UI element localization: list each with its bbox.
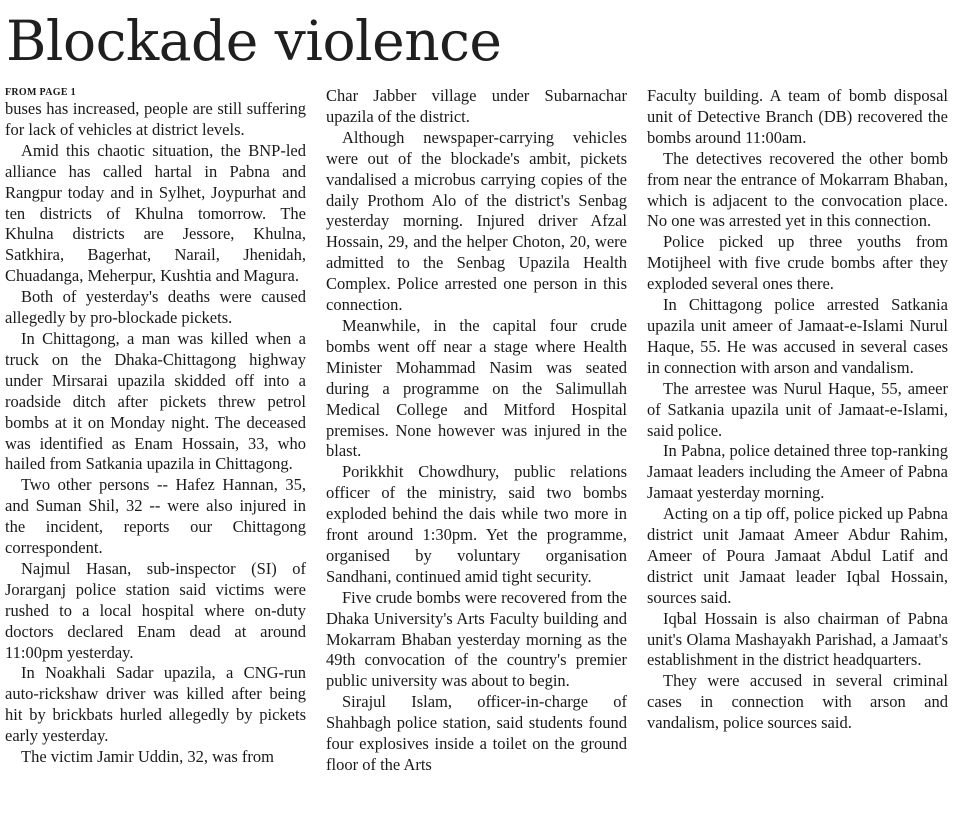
paragraph: Char Jabber village under Subarnachar upazila of the district. [326,86,627,126]
paragraph: Porikkhit Chowdhury, public relations officer of the ministry, said two bombs exploded behind the dais while two more in front around 1:30pm. Yet the programme, organised by voluntary organisation Sandhani, continued amid tight security. [326,462,627,586]
paragraph: Five crude bombs were recovered from the Dhaka University's Arts Faculty building and Mokarram Bhaban yesterday morning as the 49th convocation of the country's premier public university was about to begin. [326,587,627,691]
paragraph: In Noakhali Sadar upazila, a CNG-run auto-rickshaw driver was killed after being hit by brickbats hurled allegedly by pickets early yesterday. [5,663,306,746]
article-column-2 [326,86,627,839]
paragraph: In Chittagong, a man was killed when a truck on the Dhaka-Chittagong highway under Mirsarai upazila skidded off into a roadside ditch after pickets threw petrol bombs at it on Monday night. The deceased was identified as Enam Hossain, 33, who hailed from Satkania upazila in Chittagong. [5,328,306,474]
paragraph: Sirajul Islam, officer-in-charge of Shahbagh police station, said students found four explosives inside a toilet on the ground floor of the Arts [326,692,627,774]
paragraph: Both of yesterday's deaths were caused allegedly by pro-blockade pickets. [5,287,306,328]
paragraph: Meanwhile, in the capital four crude bombs went off near a stage where Health Minister Mohammad Nasim was seated during a programme on the Salimullah Medical College and Mitford Hospital premises. None however was injured in the blast. [326,315,627,461]
headline: Blockade violence [6,9,502,73]
paragraph: In Pabna, police detained three top-ranking Jamaat leaders including the Ameer of Pabna Jamaat yesterday morning. [647,441,948,503]
paragraph: Police picked up three youths from Motijheel with five crude bombs after they exploded several ones there. [647,232,948,294]
paragraph: The victim Jamir Uddin, 32, was from [21,747,274,767]
paragraph: They were accused in several criminal cases in connection with arson and vandalism, police sources said. [647,671,948,733]
jump-label: FROM PAGE 1 [5,87,76,98]
paragraph: Two other persons -- Hafez Hannan, 35, and Suman Shil, 32 -- were also injured in the incident, reports our Chittagong correspondent. [5,475,306,558]
paragraph: Amid this chaotic situation, the BNP-led alliance has called hartal in Pabna and Rangpur today and in Sylhet, Joypurhat and ten districts of Khulna tomorrow. The Khulna districts are Jessore, Khulna, Satkhira, Bagerhat, Narail, Jhenidah, Chuadanga, Meherpur, Kushtia and Magura. [5,140,306,286]
paragraph: Acting on a tip off, police picked up Pabna district unit Jamaat Ameer Abdur Rahim, Ameer of Poura Jamaat Abdul Latif and district unit Jamaat leader Iqbal Hossain, sources said. [647,504,948,607]
paragraph: Iqbal Hossain is also chairman of Pabna unit's Olama Mashayakh Parishad, a Jamaat's establishment in the district headquarters. [647,608,948,670]
paragraph: Najmul Hasan, sub-inspector (SI) of Jorarganj police station said victims were rushed to a local hospital where on-duty doctors declared Enam dead at around 11:00pm yesterday. [5,558,306,662]
article-column-1 [5,86,306,839]
paragraph: The arrestee was Nurul Haque, 55, ameer of Satkania upazila unit of Jamaat-e-Islami, said police. [647,378,948,440]
paragraph: buses has increased, people are still suffering for lack of vehicles at district levels. [5,99,306,139]
paragraph: Although newspaper-carrying vehicles were out of the blockade's ambit, pickets vandalised a microbus carrying copies of the daily Prothom Alo of the district's Senbag yesterday morning. Injured driver Afzal Hossain, 29, and the helper Choton, 20, were admitted to the Senbag Upazila Health Complex. Police arrested one person in this connection. [326,127,627,315]
paragraph: Faculty building. A team of bomb disposal unit of Detective Branch (DB) recovered the bombs around 11:00am. [647,86,948,147]
article-column-3 [647,86,948,839]
paragraph: In Chittagong police arrested Satkania upazila unit ameer of Jamaat-e-Islami Nurul Haque, 55. He was accused in several cases in connection with arson and vandalism. [647,295,948,377]
paragraph: The detectives recovered the other bomb from near the entrance of Mokarram Bhaban, which is adjacent to the convocation place. No one was arrested yet in this connection. [647,148,948,231]
